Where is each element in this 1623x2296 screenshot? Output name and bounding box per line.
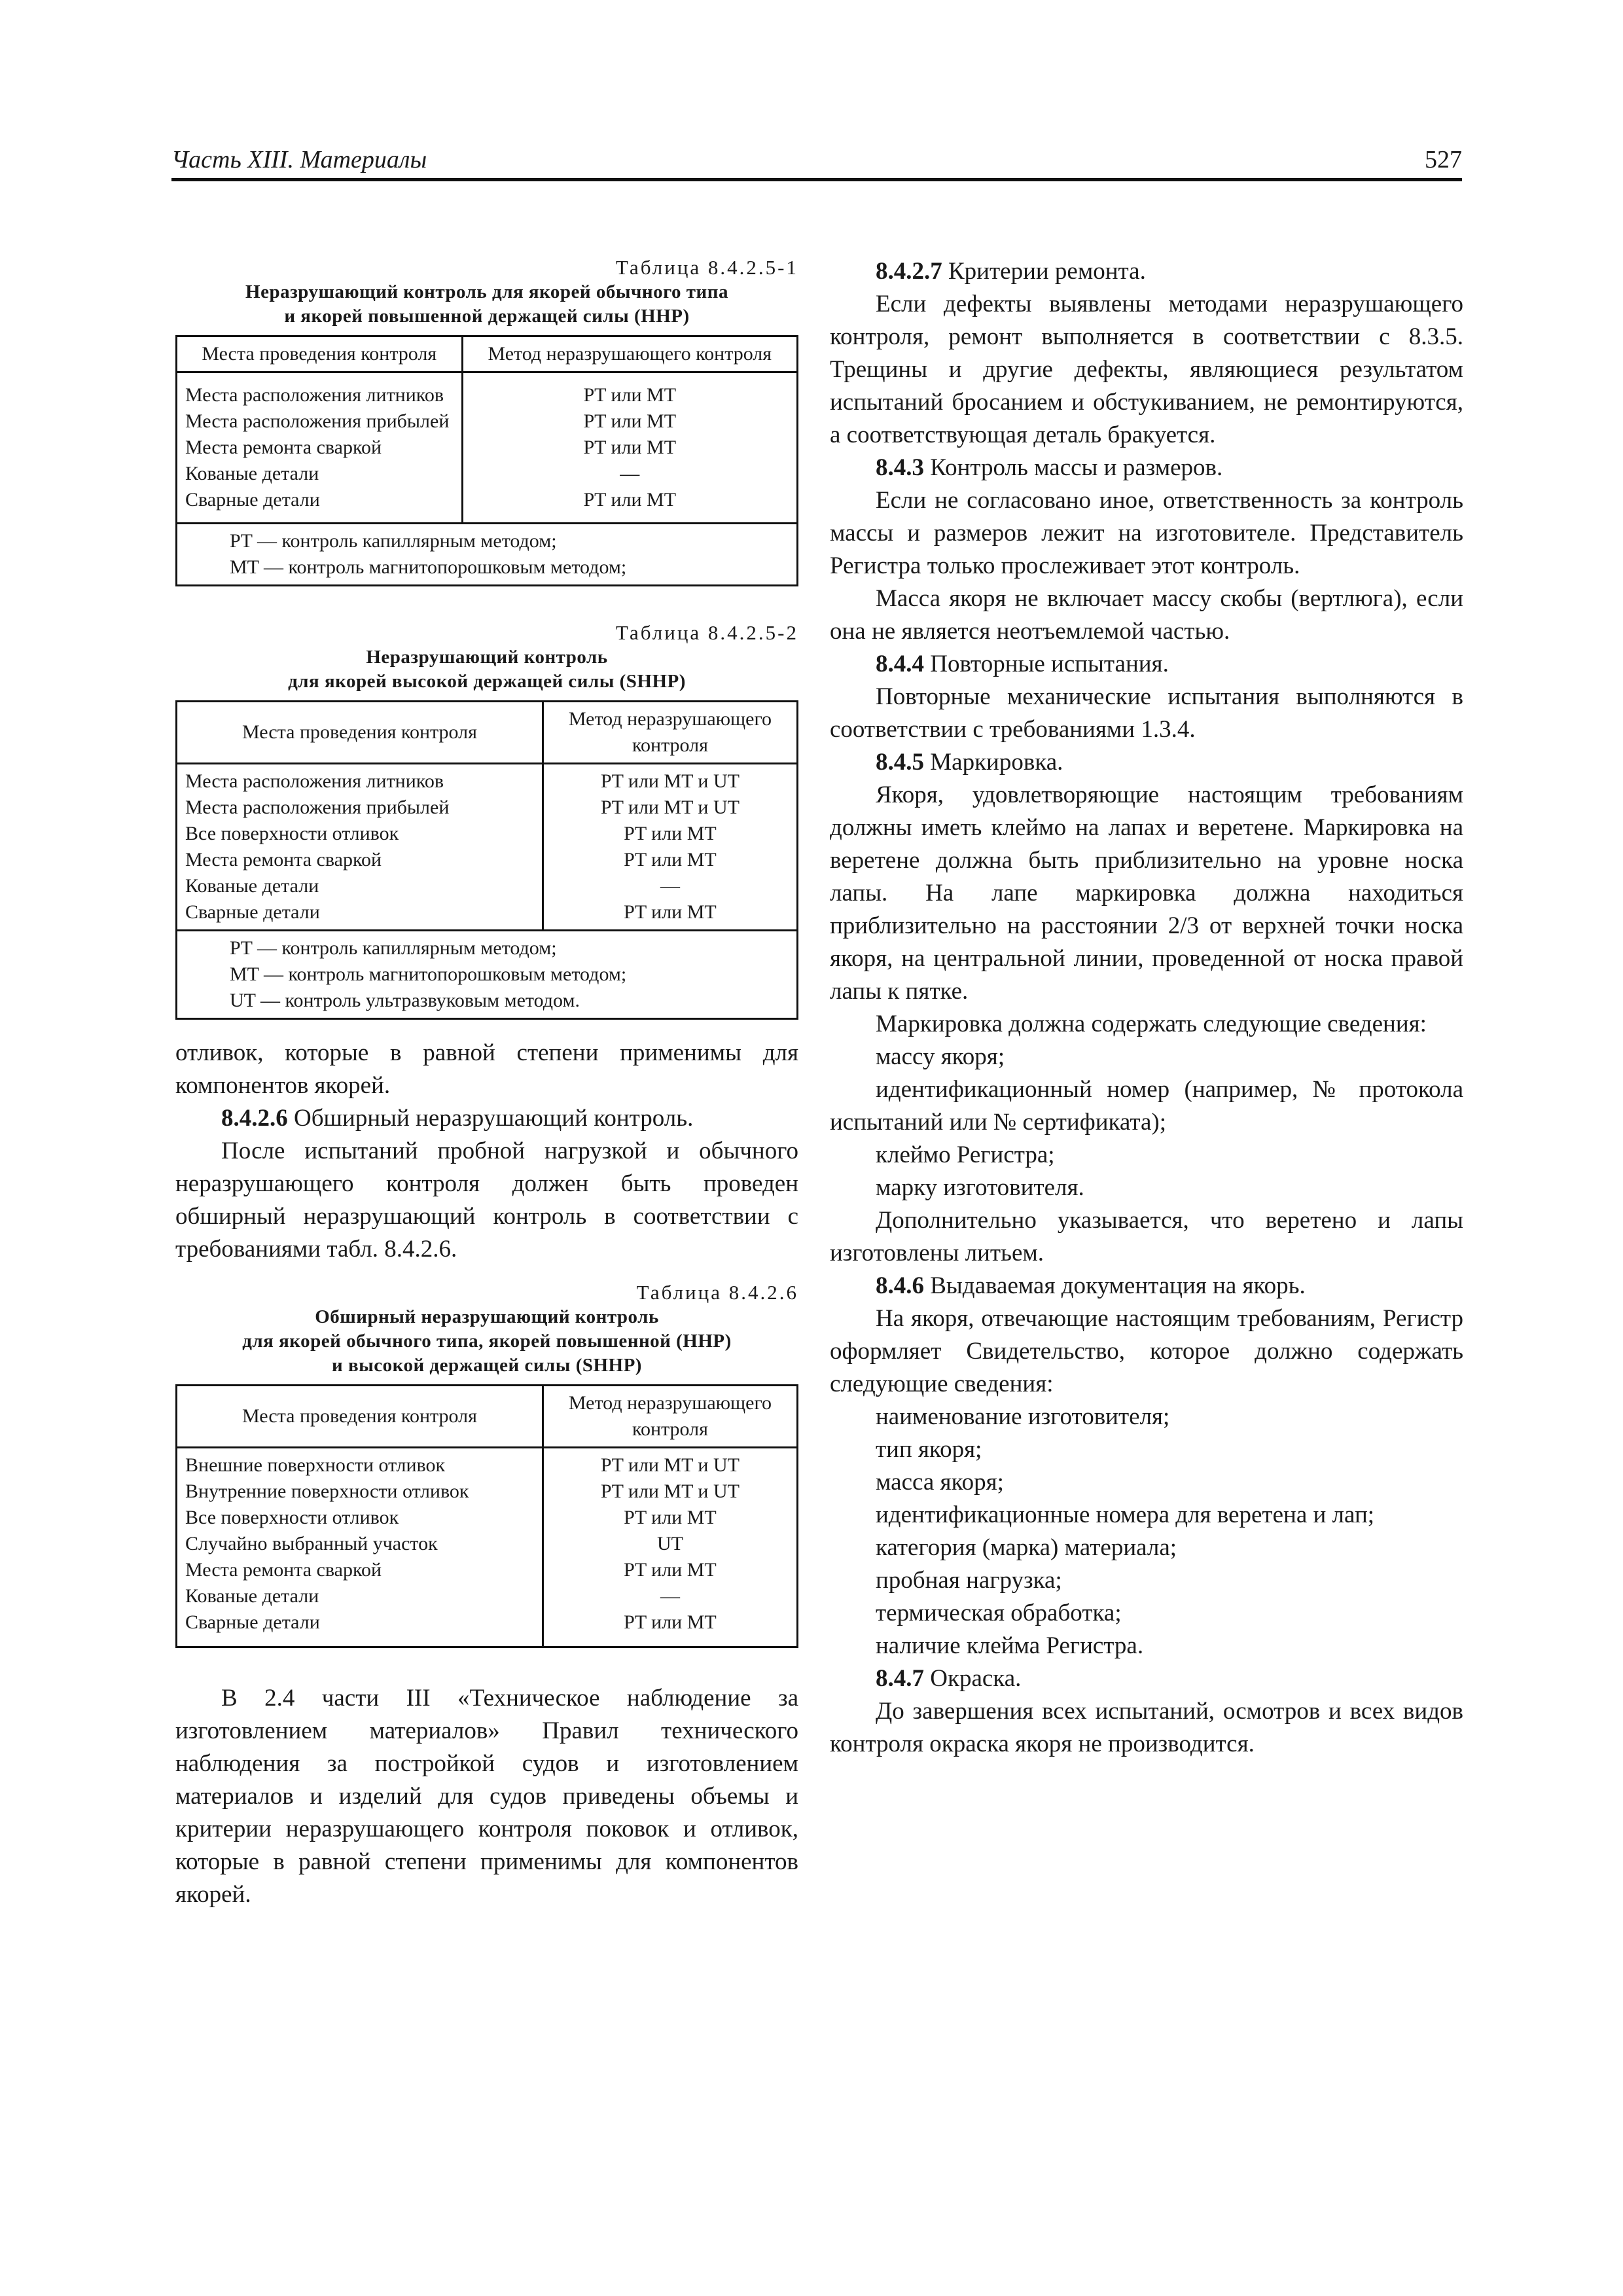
paragraph: На якоря, отвечающие настоящим требованиям, Регистр оформляет Свидетельство, которое должно содержать следующие сведения:	[830, 1305, 1463, 1397]
method-item: PT или MT	[624, 1559, 717, 1581]
section-heading: 8.4.2.7 Критерии ремонта.	[876, 258, 1146, 285]
place-item: Места ремонта сваркой	[185, 437, 382, 458]
table-header-cell: Метод неразрушающего контроля	[543, 702, 797, 764]
section-heading: 8.4.7 Окраска.	[876, 1665, 1022, 1692]
page-header	[171, 145, 1462, 181]
method-item: PT или MT	[624, 1507, 717, 1528]
table-header-cell: Места проведения контроля	[177, 702, 543, 764]
left-column	[175, 255, 798, 1911]
section-heading: 8.4.5 Маркировка.	[876, 749, 1063, 776]
running-title: Часть XIII. Материалы	[171, 146, 427, 173]
table-title: Неразрушающий контроль для якорей обычного типа и якорей повышенной держащей силы (ННР)	[245, 281, 728, 327]
paragraph: Дополнительно указывается, что веретено и лапы изготовлены литьем.	[830, 1207, 1463, 1266]
list-item: клеймо Регистра;	[876, 1141, 1055, 1168]
table-header-cell: Места проведения контроля	[177, 336, 463, 372]
ndt-table-2	[175, 700, 798, 1020]
place-item: Места ремонта сваркой	[185, 849, 382, 870]
methods-cell	[543, 1448, 797, 1647]
method-item: PT или MT	[583, 437, 677, 458]
method-item: —	[660, 875, 680, 897]
paragraph: Масса якоря не включает массу скобы (вертлюга), если она не является неотъемлемой частью.	[830, 585, 1463, 645]
table-caption: Таблица 8.4.2.6	[636, 1281, 798, 1304]
table-note: UT — контроль ультразвуковым методом.	[230, 990, 580, 1011]
section-heading: 8.4.6 Выдаваемая документация на якорь.	[876, 1272, 1306, 1299]
method-item: —	[620, 463, 640, 484]
table-header-cell: Места проведения контроля	[177, 1386, 543, 1448]
list-item: термическая обработка;	[876, 1600, 1122, 1626]
page-number: 527	[1425, 146, 1462, 173]
place-item: Все поверхности отливок	[185, 1507, 399, 1528]
method-item: PT или MT	[583, 384, 677, 406]
method-item: PT или MT	[624, 1611, 717, 1633]
list-item: масса якоря;	[876, 1469, 1004, 1496]
places-cell	[177, 1448, 543, 1647]
table-note: MT — контроль магнитопорошковым методом;	[230, 556, 627, 578]
place-item: Места расположения прибылей	[185, 410, 450, 432]
method-item: PT или MT	[583, 410, 677, 432]
method-item: UT	[656, 1533, 683, 1554]
paragraph: Если не согласовано иное, ответственность за контроль массы и размеров лежит на изготовителе. Представитель Регистра только прослеживает этот контроль.	[830, 487, 1463, 579]
method-item: PT или MT	[624, 901, 717, 923]
paragraph: Если дефекты выявлены методами неразрушающего контроля, ремонт выполняется в соответствии с 8.3.5. Трещины и другие дефекты, являющиеся результатом испытаний бросанием и обстукиванием, не ремонтируются, а соответствующая деталь бракуется.	[830, 291, 1463, 448]
table-header-cell: Метод неразрушающего контроля	[462, 336, 797, 372]
table-caption: Таблица 8.4.2.5-1	[615, 256, 798, 279]
place-item: Все поверхности отливок	[185, 823, 399, 844]
table-header-cell: Метод неразрушающего контроля	[543, 1386, 797, 1448]
method-item: —	[660, 1585, 680, 1607]
paragraph: До завершения всех испытаний, осмотров и всех видов контроля окраска якоря не производится.	[830, 1698, 1463, 1757]
place-item: Кованые детали	[185, 463, 319, 484]
section-heading: 8.4.3 Контроль массы и размеров.	[876, 454, 1223, 481]
paragraph: Якоря, удовлетворяющие настоящим требованиям должны иметь клеймо на лапах и веретене. Маркировка на веретене должна быть приблизительно на уровне носка лапы. На лапе маркировка должна находиться приблизительно на расстоянии 2/3 от верхней точки носка якоря, на центральной линии, проведенной от носка правой лапы к пятке.	[830, 781, 1463, 1005]
method-item: PT или MT и UT	[600, 797, 740, 818]
place-item: Места расположения прибылей	[185, 797, 450, 818]
place-item: Кованые детали	[185, 1585, 319, 1607]
place-item: Внутренние поверхности отливок	[185, 1480, 469, 1502]
method-item: PT или MT и UT	[600, 770, 740, 792]
section-heading: 8.4.4 Повторные испытания.	[876, 651, 1169, 677]
method-item: PT или MT	[624, 849, 717, 870]
list-item: категория (марка) материала;	[876, 1534, 1177, 1561]
list-item: наличие клейма Регистра.	[876, 1632, 1144, 1659]
table-title: Неразрушающий контроль для якорей высокой держащей силы (SHHP)	[288, 647, 686, 692]
methods-cell	[543, 764, 797, 931]
section-heading: 8.4.2.6 Обширный неразрушающий контроль.	[221, 1105, 694, 1132]
place-item: Места ремонта сваркой	[185, 1559, 382, 1581]
place-item: Внешние поверхности отливок	[185, 1454, 446, 1476]
place-item: Сварные детали	[185, 1611, 320, 1633]
place-item: Кованые детали	[185, 875, 319, 897]
table-notes	[177, 524, 798, 586]
place-item: Места расположения литников	[185, 384, 444, 406]
table-note: MT — контроль магнитопорошковым методом;	[230, 963, 627, 985]
right-column	[830, 255, 1463, 1761]
methods-cell	[462, 372, 797, 524]
places-cell	[177, 372, 463, 524]
list-item: тип якоря;	[876, 1436, 982, 1463]
list-item: наименование изготовителя;	[876, 1403, 1170, 1430]
paragraph: Повторные механические испытания выполняются в соответствии с требованиями 1.3.4.	[830, 683, 1463, 743]
ndt-table-1	[175, 335, 798, 586]
list-item: массу якоря;	[876, 1043, 1005, 1070]
paragraph: Маркировка должна содержать следующие сведения:	[876, 1011, 1427, 1037]
list-item: пробная нагрузка;	[876, 1567, 1062, 1594]
table-caption: Таблица 8.4.2.5-2	[615, 621, 798, 644]
method-item: PT или MT	[583, 489, 677, 511]
table-notes	[177, 931, 798, 1019]
table-note: PT — контроль капиллярным методом;	[230, 530, 557, 552]
place-item: Сварные детали	[185, 901, 320, 923]
list-item: идентификационные номера для веретена и лап;	[876, 1501, 1375, 1528]
paragraph: отливок, которые в равной степени применимы для компонентов якорей.	[175, 1039, 798, 1099]
place-item: Сварные детали	[185, 489, 320, 511]
paragraph: После испытаний пробной нагрузкой и обычного неразрушающего контроля должен быть проведен обширный неразрушающий контроль в соответствии с требованиями табл. 8.4.2.6.	[175, 1138, 798, 1263]
list-item: идентификационный номер (например, № протокола испытаний или № сертификата);	[830, 1076, 1463, 1136]
method-item: PT или MT и UT	[600, 1480, 740, 1502]
table-title: Обширный неразрушающий контроль для якорей обычного типа, якорей повышенной (ННР) и высокой держащей силы (SHHP)	[242, 1306, 732, 1376]
ndt-table-3	[175, 1384, 798, 1648]
places-cell	[177, 764, 543, 931]
paragraph: В 2.4 части III «Техническое наблюдение за изготовлением материалов» Правил технического наблюдения за постройкой судов и изготовлением материалов и изделий для судов приведены объемы и критерии неразрушающего контроля поковок и отливок, которые в равной степени применимы для компонентов якорей.	[175, 1685, 798, 1908]
method-item: PT или MT и UT	[600, 1454, 740, 1476]
list-item: марку изготовителя.	[876, 1174, 1084, 1201]
table-note: PT — контроль капиллярным методом;	[230, 937, 557, 959]
method-item: PT или MT	[624, 823, 717, 844]
place-item: Случайно выбранный участок	[185, 1533, 438, 1554]
place-item: Места расположения литников	[185, 770, 444, 792]
